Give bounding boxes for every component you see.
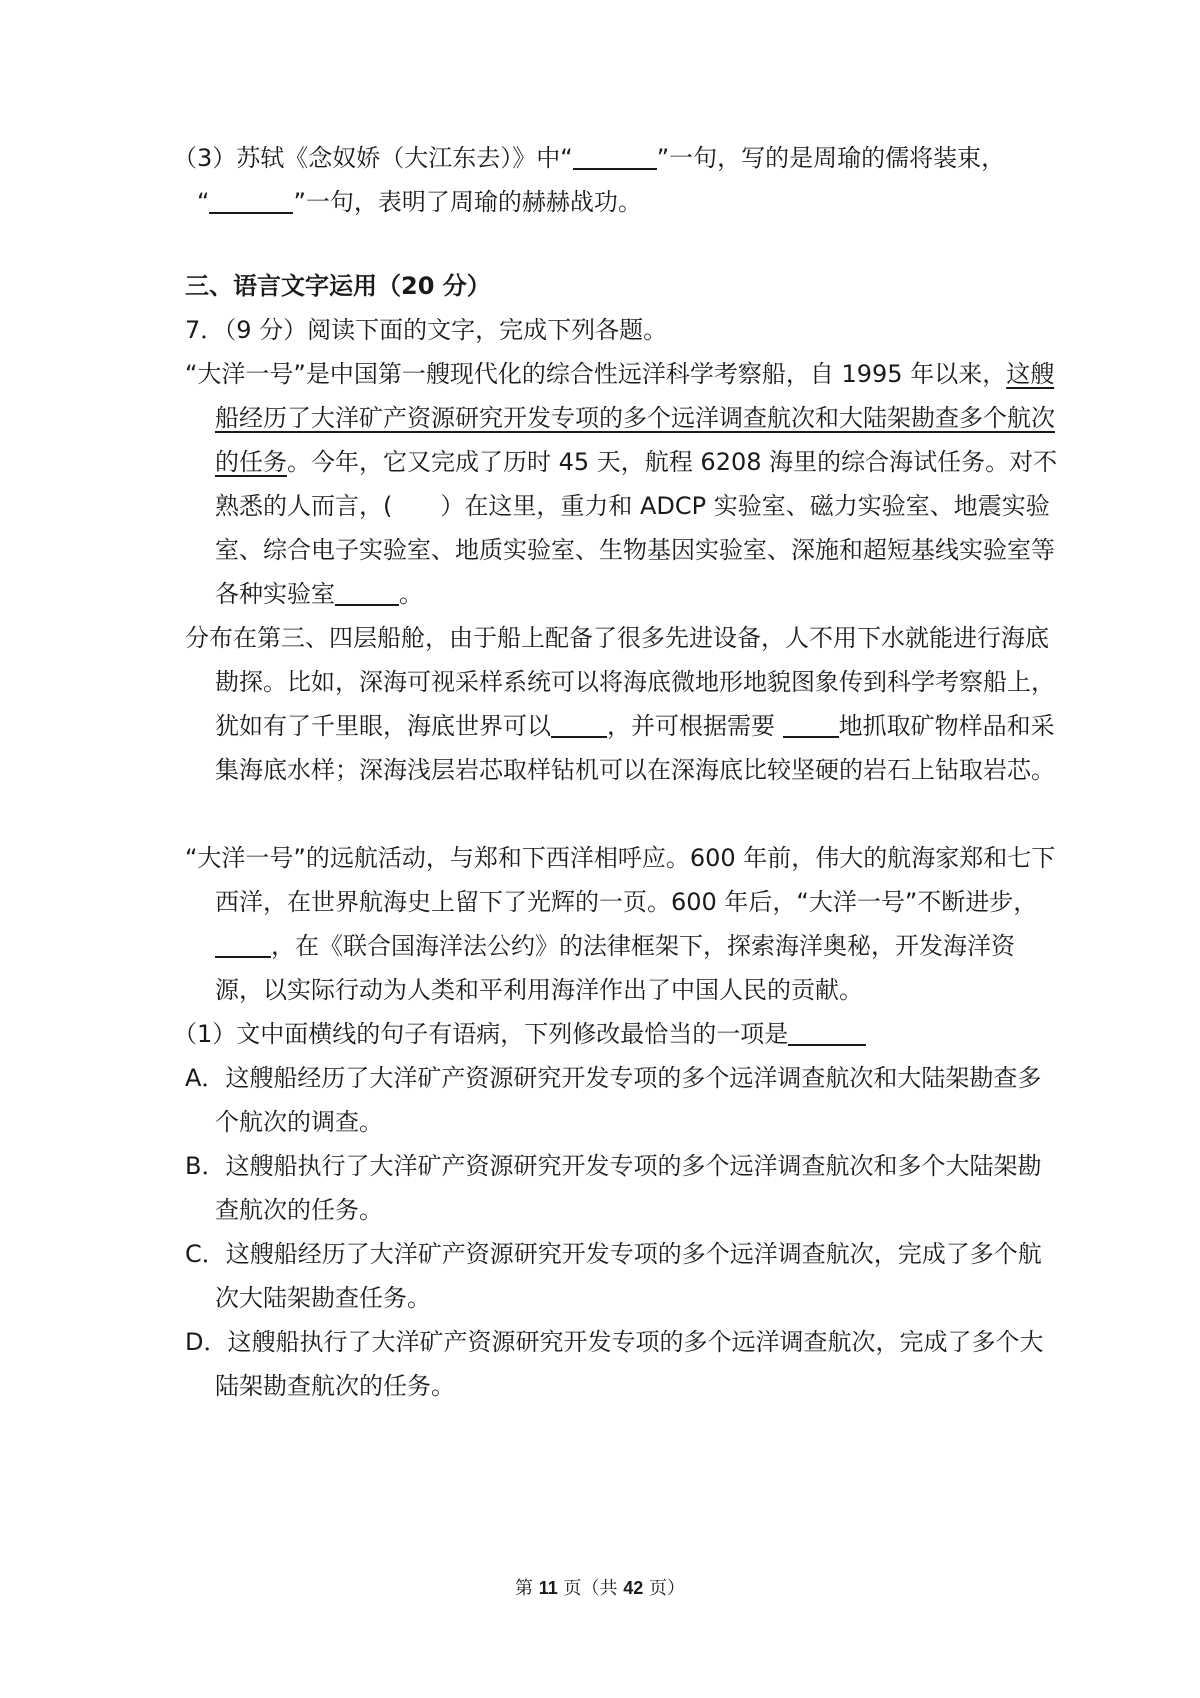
option-c: C．这艘船经历了大洋矿产资源研究开发专项的多个远洋调查航次，完成了多个航次大陆架勘查任务。: [185, 1240, 1042, 1312]
sub-question-1-text: （1）文中面横线的句子有语病，下列修改最恰当的一项是: [173, 1020, 789, 1048]
para2-text-a: 分布在第三、四层船舱，由于船上配备了很多先进设备，人不用下水就能进行海底勘探。比如，深海可视采样系统可以将海底微地形地貌图象传到科学考察船上，犹如有了千里眼，海底世界可以: [185, 624, 1055, 740]
footer-text: 第: [515, 1578, 539, 1599]
sub-question-1: [173, 1012, 1030, 1056]
para3-text-a: “大洋一号”的远航活动，与郑和下西洋相呼应。600 年前，伟大的航海家郑和七下西洋，在世界航海史上留下了光辉的一页。600 年后，“大洋一号”不断进步，: [185, 844, 1056, 916]
answer-blank: [215, 930, 271, 958]
footer-text: 页（共: [557, 1578, 624, 1599]
answer-blank: [573, 142, 657, 170]
page-footer: [0, 1574, 1200, 1600]
passage-paragraph-1: [185, 352, 1060, 616]
answer-blank: [788, 1018, 866, 1046]
para2-text-b: ，并可根据需要: [607, 712, 783, 740]
answer-blank: [783, 710, 839, 738]
total-pages: 42: [623, 1578, 644, 1598]
footer-text: 页）: [643, 1578, 685, 1599]
section-heading: 三、语言文字运用（20 分）: [185, 272, 491, 300]
q6-part3-text-a: （3）苏轼《念奴娇（大江东去）》中“: [173, 144, 573, 172]
answer-blank: [209, 186, 293, 214]
q6-part3-text-b: ”一句，写的是周瑜的儒将装束，: [656, 144, 1006, 172]
page-number: 11: [538, 1578, 558, 1598]
underlined-sentence: 这艘船经历了大洋矿产资源研究开发专项的多个远洋调查航次和大陆架勘查多个航次的任务: [215, 360, 1055, 476]
q6-part3-text-c: “: [197, 188, 210, 216]
para1-text-c: 。: [399, 580, 423, 608]
passage-paragraph-3: [185, 836, 1060, 1012]
q6-part3-line2: [185, 188, 642, 216]
para1-text-a: “大洋一号”是中国第一艘现代化的综合性远洋科学考察船，自 1995 年以来，: [185, 360, 1007, 388]
q6-part3: [173, 136, 1030, 224]
q6-part3-text-d: ”一句，表明了周瑜的赫赫战功。: [293, 188, 642, 216]
passage-paragraph-2: [185, 616, 1060, 792]
para2-text-c: 地抓取矿物样品和采集海底水样；深海浅层岩芯取样钻机可以在深海底比较坚硬的岩石上钻取岩芯。: [215, 712, 1055, 784]
para3-text-b: ，在《联合国海洋法公约》的法律框架下，探索海洋奥秘，开发海洋资源，以实际行动为人类和平利用海洋作出了中国人民的贡献。: [215, 932, 1015, 1004]
answer-blank: [335, 578, 399, 606]
para1-text-b: 。今年，它又完成了历时 45 天，航程 6208 海里的综合海试任务。对不熟悉的人而言，( ）在这里，重力和 ADCP 实验室、磁力实验室、地震实验室、综合电子实验室、地质实验室、生物基因实验室、深施和超短基线实验室等各种实验室: [215, 448, 1058, 608]
question-7-intro: 7．（9 分）阅读下面的文字，完成下列各题。: [185, 316, 668, 344]
option-d: D．这艘船执行了大洋矿产资源研究开发专项的多个远洋调查航次，完成了多个大陆架勘查航次的任务。: [185, 1328, 1044, 1400]
option-a: A．这艘船经历了大洋矿产资源研究开发专项的多个远洋调查航次和大陆架勘查多个航次的调查。: [185, 1064, 1042, 1136]
option-b: B．这艘船执行了大洋矿产资源研究开发专项的多个远洋调查航次和多个大陆架勘查航次的任务。: [185, 1152, 1042, 1224]
answer-blank: [551, 710, 607, 738]
